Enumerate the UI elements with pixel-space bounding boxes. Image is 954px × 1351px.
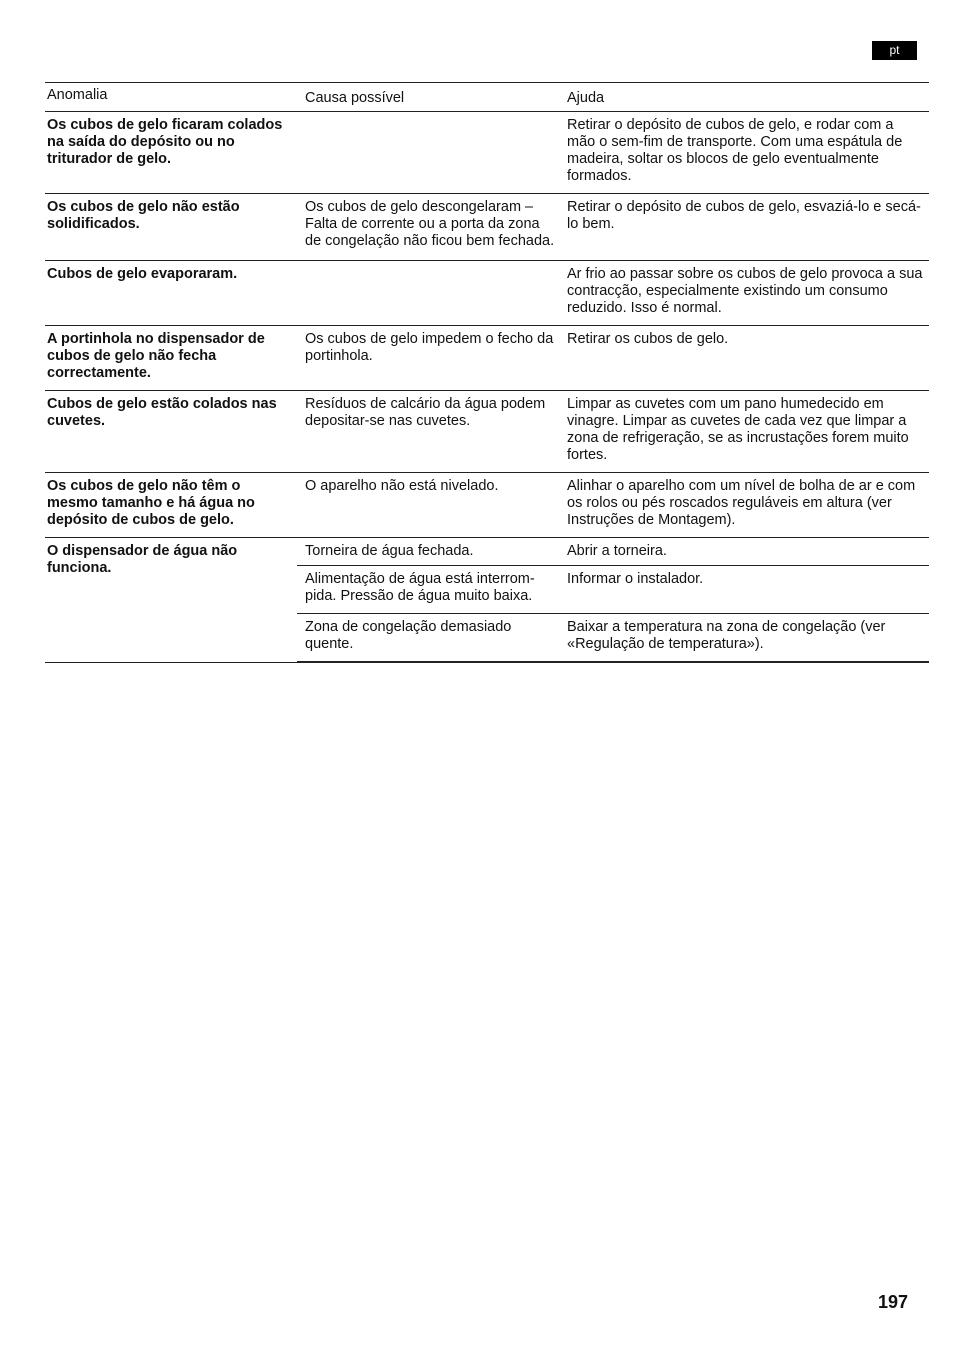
table-row (45, 112, 929, 194)
column-header-problem (45, 83, 297, 112)
page-number: 197 (877, 1292, 908, 1312)
cause-cell: Torneira de água fechada. (305, 543, 474, 559)
help-cell: Retirar os cubos de gelo. (567, 331, 729, 347)
table-row (45, 261, 929, 326)
problem-cell: O dispensador de água não funciona. (47, 543, 238, 576)
help-cell: Ar frio ao passar sobre os cubos de gelo provoca a sua contracção, especialmente existindo um consumo reduzido. Isso é normal. (567, 266, 923, 316)
table-row (45, 538, 929, 663)
column-header-help-label: Ajuda (567, 90, 605, 106)
cause-cell (297, 261, 559, 274)
help-cell: Abrir a torneira. (567, 543, 667, 559)
problem-cell: Os cubos de gelo não estão solidificados. (47, 199, 240, 232)
column-header-cause-label: Causa possível (305, 90, 405, 106)
help-cell: Limpar as cuvetes com um pano humedecido em vinagre. Limpar as cuvetes de cada vez que limpar a zona de refrigeração, se as incrustações forem muito fortes. (567, 396, 909, 463)
table-row (45, 194, 929, 261)
table-header-row (45, 83, 929, 112)
problem-cell: A portinhola no dispensador de cubos de gelo não fecha correctamente. (47, 331, 265, 381)
problem-cell: Os cubos de gelo não têm o mesmo tamanho e há água no depósito de cubos de gelo. (47, 478, 255, 528)
troubleshooting-table (45, 82, 929, 663)
column-header-problem-label: Anomalia (47, 87, 108, 103)
column-header-cause (297, 83, 559, 112)
language-badge: pt (872, 41, 917, 60)
help-cell: Retirar o depósito de cubos de gelo, esvaziá-lo e secá-lo bem. (567, 199, 921, 232)
cause-cell: Alimentação de água está interrom-pida. Pressão de água muito baixa. (305, 571, 535, 604)
problem-cell: Os cubos de gelo ficaram colados na saída do depósito ou no triturador de gelo. (47, 117, 283, 167)
cause-cell: Resíduos de calcário da água podem depositar-se nas cuvetes. (305, 396, 546, 429)
help-cell: Retirar o depósito de cubos de gelo, e rodar com a mão o sem-fim de transporte. Com uma espátula de madeira, soltar os blocos de gelo eventualmente formados. (567, 117, 903, 184)
cause-cell: Os cubos de gelo impedem o fecho da portinhola. (305, 331, 554, 364)
column-header-help (559, 83, 929, 112)
help-cell: Baixar a temperatura na zona de congelação (ver «Regulação de temperatura»). (567, 619, 886, 652)
table-row (45, 473, 929, 538)
cause-cell: O aparelho não está nivelado. (305, 478, 499, 494)
table-row (45, 391, 929, 473)
problem-cell: Cubos de gelo evaporaram. (47, 266, 238, 282)
table-row (45, 326, 929, 391)
cause-cell: Zona de congelação demasiado quente. (305, 619, 512, 652)
help-cell: Informar o instalador. (567, 571, 704, 587)
problem-cell: Cubos de gelo estão colados nas cuvetes. (47, 396, 277, 429)
cause-cell: Os cubos de gelo descongelaram – Falta de corrente ou a porta da zona de congelação não ficou bem fechada. (305, 199, 555, 249)
help-cell: Alinhar o aparelho com um nível de bolha de ar e com os rolos ou pés roscados reguláveis em altura (ver Instruções de Montagem). (567, 478, 916, 528)
cause-cell (297, 112, 559, 125)
